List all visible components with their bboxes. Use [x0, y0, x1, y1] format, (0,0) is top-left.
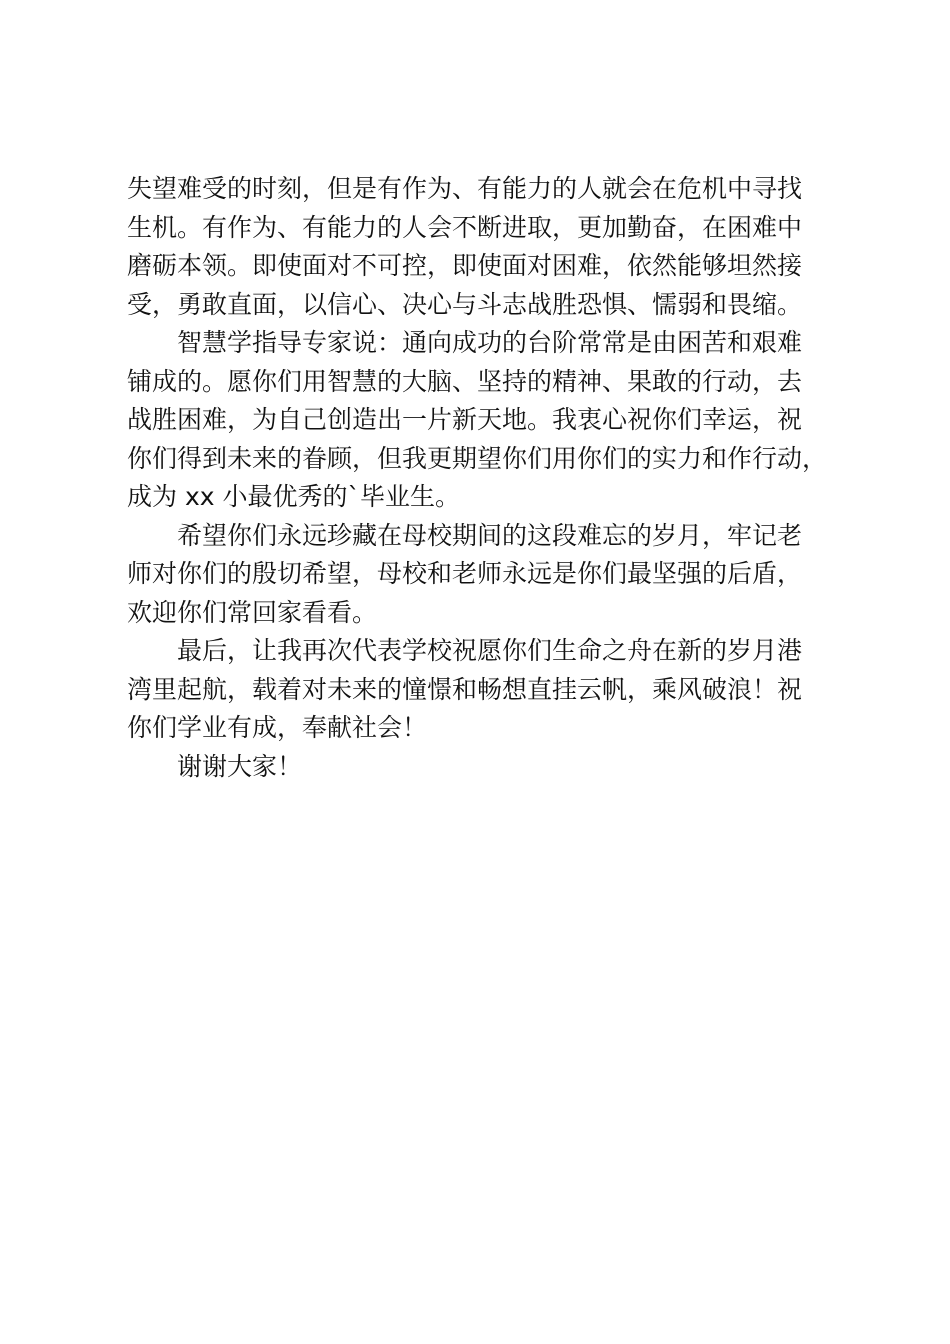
text-line: 成为 xx 小最优秀的`毕业生。	[127, 482, 460, 511]
text-line: 你们学业有成，奉献社会！	[127, 713, 428, 742]
text-line: 受，勇敢直面，以信心、决心与斗志战胜恐惧、懦弱和畏缩。	[127, 289, 803, 319]
text-line: 失望难受的时刻，但是有作为、有能力的人就会在危机中寻找	[127, 174, 803, 203]
text-line: 希望你们永远珍藏在母校期间的这段难忘的岁月，牢记老	[177, 520, 803, 550]
text-line: 生机。有作为、有能力的人会不断进取，更加勤奋，在困难中	[127, 212, 803, 242]
text-line: 磨砺本领。即使面对不可控，即使面对困难，依然能够坦然接	[127, 251, 803, 280]
paragraph	[127, 324, 847, 517]
text-line: 欢迎你们常回家看看。	[127, 597, 378, 627]
paragraph	[127, 632, 847, 748]
text-line: 战胜困难，为自己创造出一片新天地。我衷心祝你们幸运，祝	[127, 405, 803, 434]
document-body	[127, 170, 847, 786]
text-line: 铺成的。愿你们用智慧的大脑、坚持的精神、果敢的行动，去	[127, 366, 803, 396]
paragraph	[127, 748, 847, 787]
text-line: 谢谢大家！	[177, 751, 303, 781]
text-line: 你们得到未来的眷顾，但我更期望你们用你们的实力和作行动，	[127, 443, 828, 473]
text-line: 师对你们的殷切希望，母校和老师永远是你们最坚强的后盾，	[127, 559, 803, 588]
paragraph	[127, 170, 847, 324]
paragraph	[127, 517, 847, 633]
text-line: 湾里起航，载着对未来的憧憬和畅想直挂云帆，乘风破浪！祝	[127, 674, 803, 704]
text-line: 智慧学指导专家说：通向成功的台阶常常是由困苦和艰难	[177, 328, 803, 357]
text-line: 最后，让我再次代表学校祝愿你们生命之舟在新的岁月港	[177, 636, 803, 665]
